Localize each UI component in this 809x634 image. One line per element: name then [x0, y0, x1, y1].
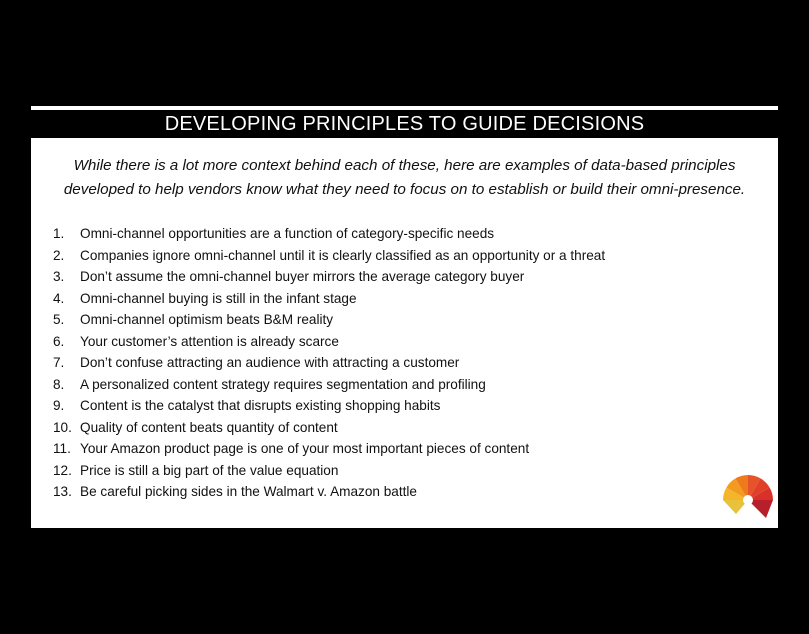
- principle-text: Omni-channel optimism beats B&M reality: [80, 312, 334, 327]
- principle-number: 9.: [53, 398, 65, 413]
- principle-number: 5.: [53, 312, 65, 327]
- principle-text: Don’t confuse attracting an audience with attracting a customer: [80, 355, 460, 370]
- principle-item: [53, 374, 605, 396]
- principle-text: Content is the catalyst that disrupts existing shopping habits: [80, 398, 441, 413]
- principle-text: Your Amazon product page is one of your most important pieces of content: [80, 441, 530, 456]
- slide-title: DEVELOPING PRINCIPLES TO GUIDE DECISIONS: [164, 113, 645, 135]
- principle-item: [53, 266, 605, 288]
- principle-item: [53, 223, 605, 245]
- principle-text: Don’t assume the omni-channel buyer mirrors the average category buyer: [80, 269, 525, 284]
- principle-text: Companies ignore omni-channel until it is clearly classified as an opportunity or a threat: [80, 247, 606, 263]
- principle-number: 11.: [53, 441, 71, 456]
- principle-item: [53, 309, 605, 331]
- principle-text: Quality of content beats quantity of content: [80, 419, 338, 435]
- principle-text: A personalized content strategy requires segmentation and profiling: [80, 376, 486, 392]
- intro-text: While there is a lot more context behind each of these, here are examples of data-based principles developed to help vendors know what they need to focus on to establish or build their omni-presence.: [63, 157, 746, 198]
- principle-item: [53, 460, 605, 482]
- principle-item: [53, 417, 605, 439]
- principles-list: [53, 223, 605, 503]
- principle-number: 8.: [53, 376, 65, 392]
- content-panel: [31, 138, 778, 528]
- principle-number: 10.: [53, 419, 72, 435]
- principle-number: 2.: [53, 247, 65, 263]
- principle-number: 12.: [53, 462, 72, 478]
- principle-item: [53, 438, 605, 460]
- principle-text: Your customer’s attention is already scarce: [80, 333, 339, 349]
- principle-text: Price is still a big part of the value equation: [80, 462, 339, 478]
- principle-number: 1.: [53, 226, 65, 241]
- principle-text: Omni-channel buying is still in the infant stage: [80, 290, 357, 306]
- segmented-wheel-logo-icon: [721, 473, 773, 525]
- principle-item: [53, 245, 605, 267]
- principle-text: Be careful picking sides in the Walmart v. Amazon battle: [80, 484, 417, 499]
- principle-number: 13.: [53, 484, 72, 499]
- principle-number: 4.: [53, 290, 65, 306]
- principle-item: [53, 395, 605, 417]
- principle-item: [53, 481, 605, 503]
- principle-number: 3.: [53, 269, 65, 284]
- principle-item: [53, 352, 605, 374]
- principle-item: [53, 288, 605, 310]
- principle-number: 6.: [53, 333, 65, 349]
- principle-item: [53, 331, 605, 353]
- principle-text: Omni-channel opportunities are a function of category-specific needs: [80, 226, 495, 241]
- principle-number: 7.: [53, 355, 65, 370]
